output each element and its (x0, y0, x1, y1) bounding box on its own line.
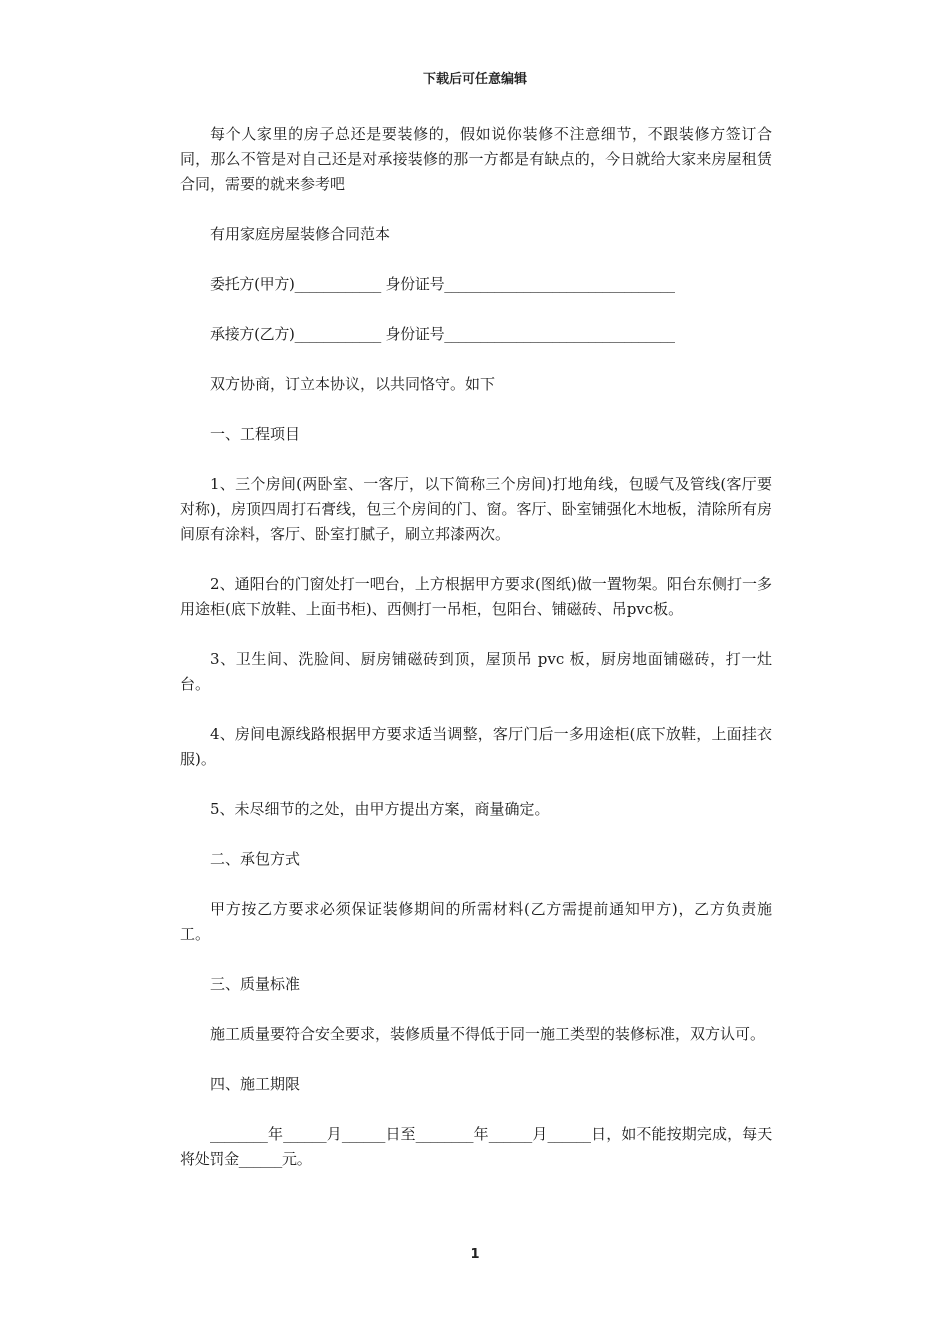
document-body (180, 122, 772, 1172)
agreement-statement: 双方协商，订立本协议，以共同恪守。如下 (210, 375, 496, 393)
page-header: 下载后可任意编辑 (422, 72, 527, 87)
section-heading-contract-method: 二、承包方式 (210, 850, 301, 868)
party-a-line: 委托方(甲方)____________ 身份证号________________________________ (210, 275, 675, 293)
page-number: 1 (470, 1247, 480, 1262)
quality-paragraph: 施工质量要符合安全要求，装修质量不得低于同一施工类型的装修标准，双方认可。 (210, 1025, 766, 1043)
section-heading-quality: 三、质量标准 (210, 975, 301, 993)
contract-method-paragraph: 甲方按乙方要求必须保证装修期间的所需材料(乙方需提前通知甲方)，乙方负责施工。 (180, 900, 772, 943)
project-item-4: 4、房间电源线路根据甲方要求适当调整，客厅门后一多用途柜(底下放鞋，上面挂衣服)。 (180, 725, 772, 768)
intro-paragraph: 每个人家里的房子总还是要装修的，假如说你装修不注意细节，不跟装修方签订合同，那么不管是对自己还是对承接装修的那一方都是有缺点的，今日就给大家来房屋租赁合同，需要的就来参考吧 (180, 125, 772, 193)
section-heading-period: 四、施工期限 (210, 1075, 301, 1093)
project-item-2: 2、通阳台的门窗处打一吧台，上方根据甲方要求(图纸)做一置物架。阳台东侧打一多用途柜(底下放鞋、上面书柜)、西侧打一吊柜，包阳台、铺磁砖、吊pvc板。 (180, 575, 772, 618)
project-item-5: 5、未尽细节的之处，由甲方提出方案，商量确定。 (210, 800, 550, 818)
period-paragraph: ________年______月______日至________年______月______日，如不能按期完成，每天将处罚金______元。 (180, 1125, 772, 1168)
contract-title: 有用家庭房屋装修合同范本 (210, 225, 391, 243)
project-item-1: 1、三个房间(两卧室、一客厅，以下简称三个房间)打地角线，包暖气及管线(客厅要对称)，房顶四周打石膏线，包三个房间的门、窗。客厅、卧室铺强化木地板，清除所有房间原有涂料，客厅、卧室打腻子，刷立邦漆两次。 (180, 475, 772, 543)
project-item-3: 3、卫生间、洗脸间、厨房铺磁砖到顶，屋顶吊 pvc 板，厨房地面铺磁砖，打一灶台。 (180, 650, 772, 693)
section-heading-project: 一、工程项目 (210, 425, 301, 443)
party-b-line: 承接方(乙方)____________ 身份证号________________________________ (210, 325, 675, 343)
